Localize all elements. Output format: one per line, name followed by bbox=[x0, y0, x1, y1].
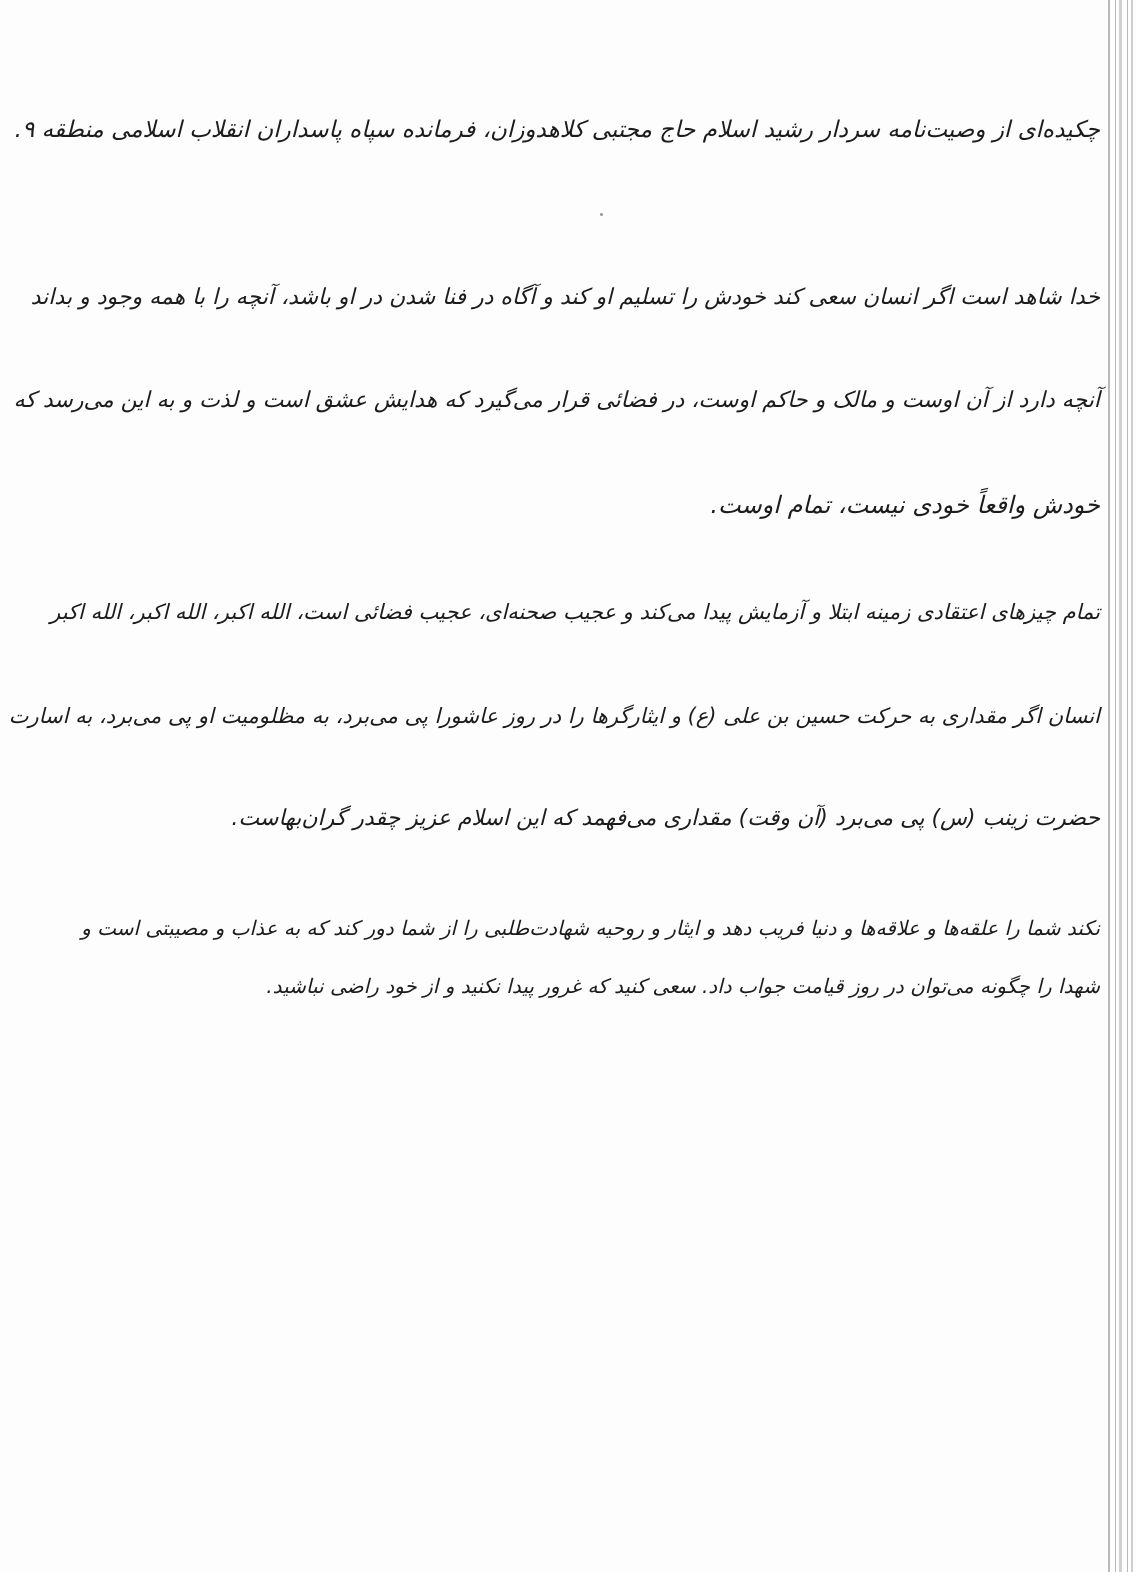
document-title: چکیده‌ای از وصیت‌نامه سردار رشید اسلام حاج مجتبی کلاهدوزان، فرمانده سپاه پاسداران انقلاب اسلامی منطقه ۹. bbox=[14, 117, 1100, 143]
paragraph-2-line-2: انسان اگر مقداری به حرکت حسین بن علی (ع) و ایثارگرها را در روز عاشورا پی می‌برد، به مظلومیت او پی می‌برد، به اسارت bbox=[8, 704, 1100, 728]
paragraph-1-line-1: خدا شاهد است اگر انسان سعی کند خودش را تسلیم او کند و آگاه در فنا شدن در او باشد، آنچه را با همه وجود و بداند bbox=[30, 285, 1100, 310]
paragraph-1-line-2: آنچه دارد از آن اوست و مالک و حاکم اوست، در فضائی قرار می‌گیرد که هدایش عشق است و لذت و به این می‌رسد که bbox=[13, 388, 1100, 413]
scan-speck bbox=[600, 213, 603, 216]
paragraph-1-line-3: خودش واقعاً خودی نیست، تمام اوست. bbox=[710, 491, 1100, 519]
paragraph-3-line-1: نکند شما را علقه‌ها و علاقه‌ها و دنیا فریب دهد و ایثار و روحیه شهادت‌طلبی را از شما دور کند که به عذاب و مصیبتی است و bbox=[81, 916, 1100, 940]
paragraph-2-line-3: حضرت زینب (س) پی می‌برد (آن وقت) مقداری می‌فهمد که این اسلام عزیز چقدر گران‌بهاست. bbox=[231, 806, 1100, 831]
paragraph-3-line-2: شهدا را چگونه می‌توان در روز قیامت جواب داد. سعی کنید که غرور پیدا نکنید و از خود راضی نباشید. bbox=[266, 974, 1100, 998]
paragraph-2-line-1: تمام چیزهای اعتقادی زمینه ابتلا و آزمایش پیدا می‌کند و عجیب صحنه‌ای، عجیب فضائی است، الله اکبر، الله اکبر، الله اکبر bbox=[50, 600, 1100, 624]
page-edge-lines bbox=[1096, 0, 1136, 1572]
